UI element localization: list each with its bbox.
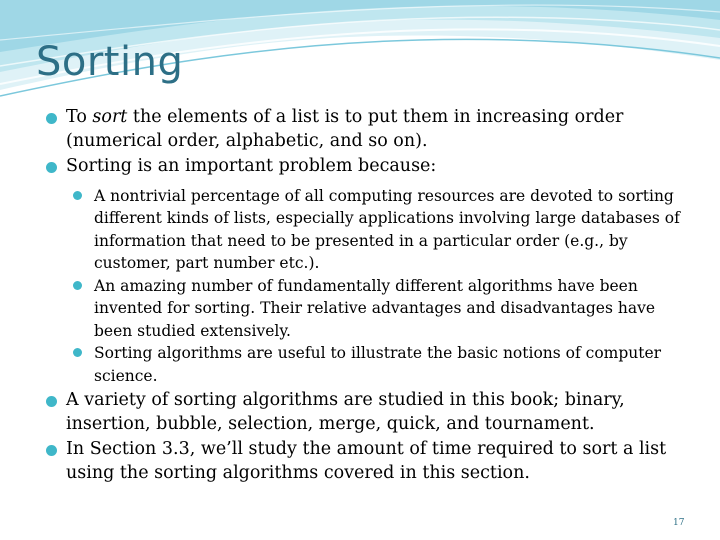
bullet-list (46, 104, 696, 485)
bullet-text-suffix: the elements of a list is to put them in increasing order (numerical order, alphabetic, and so on). (66, 107, 624, 151)
slide-title: Sorting (36, 39, 184, 85)
bullet-text: In Section 3.3, we’ll study the amount of time required to sort a list using the sorting algorithms covered in this section. (66, 439, 667, 483)
bullet-item (46, 438, 696, 485)
sub-bullet-text: An amazing number of fundamentally different algorithms have been invented for sorting. Their relative advantages and disadvantages have been studied extensively. (94, 276, 655, 340)
bullet-dot-icon (73, 281, 82, 290)
bullet-text: Sorting is an important problem because: (66, 156, 437, 176)
bullet-dot-icon (46, 113, 57, 124)
bullet-dot-icon (46, 396, 57, 407)
bullet-text-prefix: To (66, 107, 93, 127)
sub-bullet-text: A nontrivial percentage of all computing resources are devoted to sorting different kinds of lists, especially applications involving large databases of information that need to be presented in a particular order (e.g., by customer, part number etc.). (94, 186, 680, 272)
bullet-dot-icon (73, 191, 82, 200)
bullet-dot-icon (46, 445, 57, 456)
bullet-item (46, 155, 696, 179)
bullet-dot-icon (46, 162, 57, 173)
sub-bullet-item (73, 275, 696, 343)
emphasized-term: sort (92, 107, 128, 127)
page-number: 17 (673, 518, 685, 528)
sub-bullet-text: Sorting algorithms are useful to illustrate the basic notions of computer science. (94, 344, 662, 385)
bullet-dot-icon (73, 348, 82, 357)
bullet-text: A variety of sorting algorithms are studied in this book; binary, insertion, bubble, selection, merge, quick, and tournament. (66, 390, 625, 434)
sub-bullet-item (73, 185, 696, 275)
bullet-item (46, 389, 696, 436)
bullet-item (46, 106, 696, 153)
sub-bullet-item (73, 342, 696, 387)
